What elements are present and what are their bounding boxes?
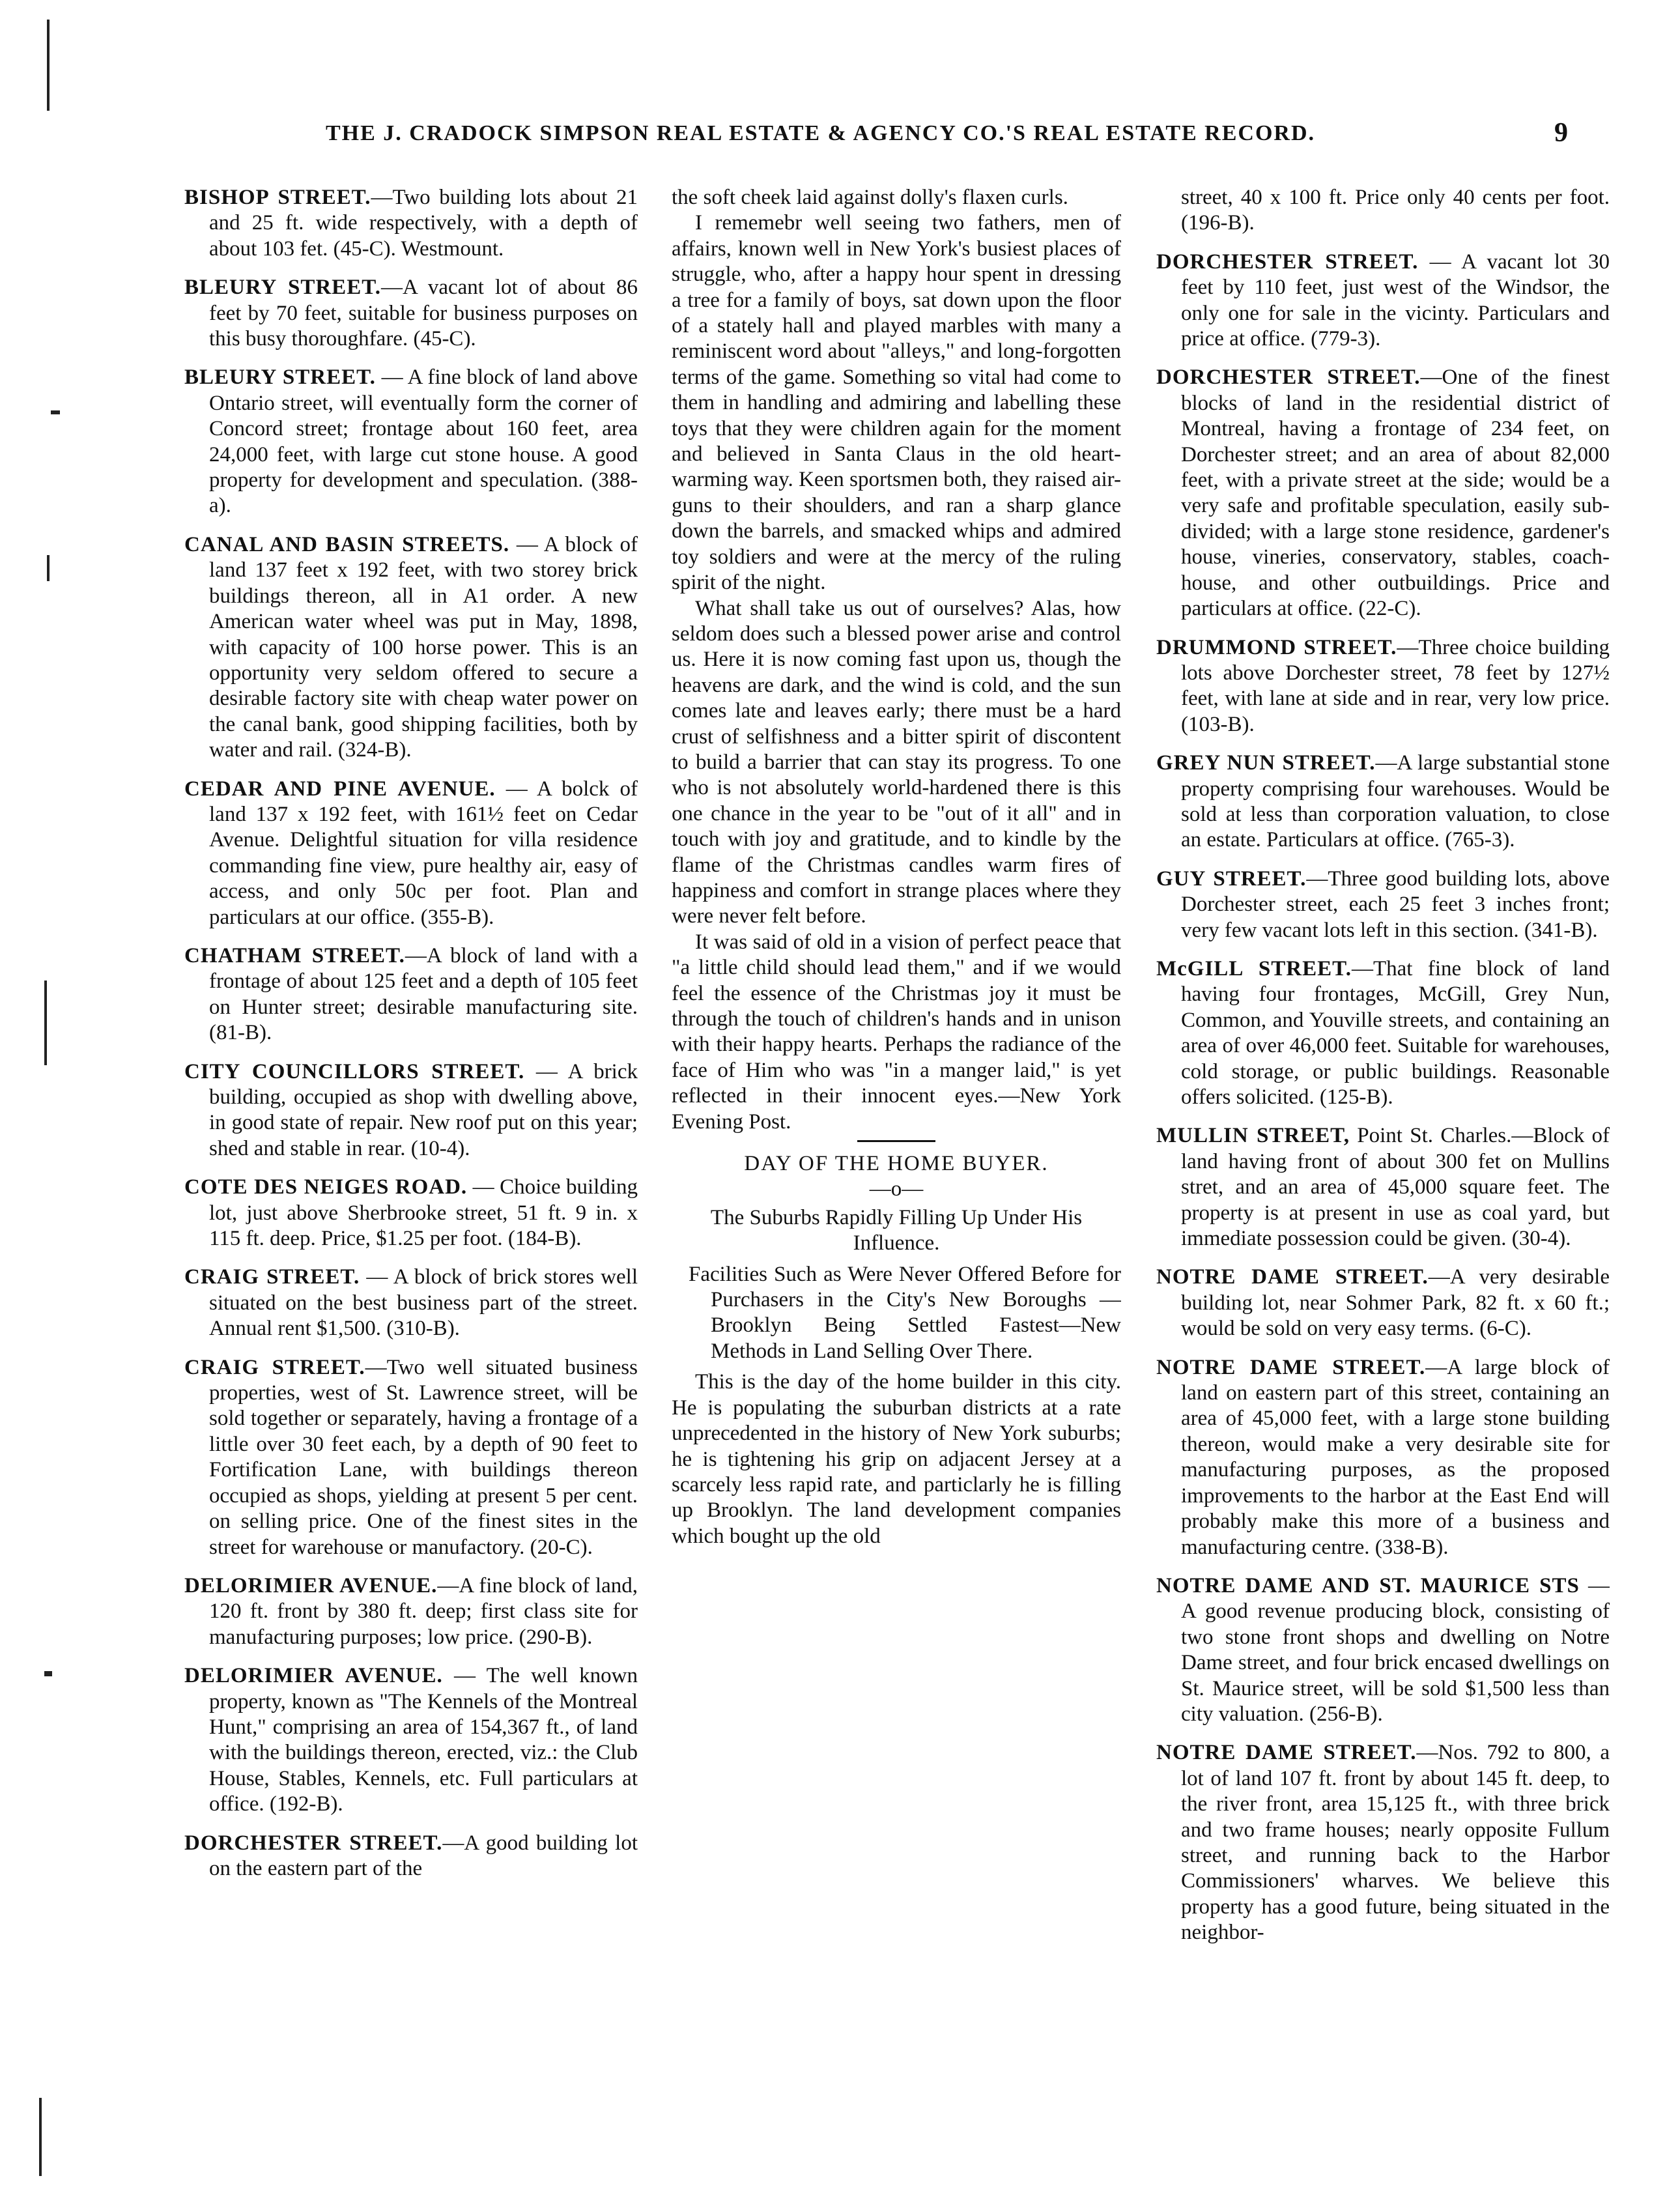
listing-street: BLEURY STREET.	[184, 276, 382, 300]
listing-street: DELORIMIER AVENUE.	[184, 1664, 443, 1688]
listing-entry	[184, 1831, 638, 1882]
listing-street: BISHOP STREET.	[184, 186, 371, 209]
listing-street: BLEURY STREET.	[184, 365, 376, 390]
listing-entry	[1156, 1265, 1610, 1341]
scan-mark	[47, 20, 50, 111]
listing-text: —A vacant lot of about 86 feet by 70 feet, suitable for business purposes on this busy thoroughfare. (45-C).	[209, 276, 638, 351]
small-divider: —o—	[869, 1177, 924, 1201]
article-summary: Facilities Such as Were Never Offered Before for Purchasers in the City's New Boroughs — Brooklyn Being Settled Fastest—New Methods in Land Selling Over There.	[689, 1262, 1121, 1363]
listing-street: NOTRE DAME STREET.	[1156, 1741, 1417, 1765]
listing-street: NOTRE DAME STREET.	[1156, 1355, 1426, 1379]
article-paragraph: It was said of old in a vision of perfect peace that "a little child should lead them," and if we would feel the essence of the Christmas joy it must be through the touch of children's hands and in unison with their happy hearts. Perhaps the radiance of the face of Him who was "in a manger laid," is yet reflected in their innocent eyes.—New York Evening Post.	[672, 930, 1121, 1134]
listing-entry	[1156, 956, 1610, 1110]
scan-mark	[47, 555, 50, 581]
listing-entry	[1156, 365, 1610, 622]
listing-text: —A very desirable building lot, near Sohmer Park, 82 ft. x 60 ft.; would be sold on very easy terms. (6-C).	[1181, 1265, 1610, 1341]
listing-street: CRAIG STREET.	[184, 1355, 365, 1379]
listing-text: — A brick building, occupied as shop with dwelling above, in good state of repair. New roof put on this year; shed and stable in rear. (10-4).	[209, 1059, 638, 1160]
listing-street: COTE DES NEIGES ROAD.	[184, 1175, 468, 1199]
article-paragraph: What shall take us out of ourselves? Alas, how seldom does such a blessed power arise and control us. Here it is now coming fast upon us, though the heavens are dark, and the wind is cold, and the sun comes late and leaves early; there must be a hard crust of selfishness and a bitter spirit of discontent to build a barrier that can stay its progress. To one who is not absolutely world-hardened there is this one chance in the year to be "out of it all" and in touch with joy and gratitude, and to kindle by the flame of the Christmas candles warm fires of happiness and comfort in strange places where they were never felt before.	[672, 596, 1121, 928]
listing-entry	[184, 275, 638, 352]
listing-entry	[1156, 1355, 1610, 1560]
listing-entry	[184, 365, 638, 519]
listing-street: CANAL AND BASIN STREETS.	[184, 532, 510, 556]
listing-street: DELORIMIER AVENUE.	[184, 1573, 438, 1597]
listing-street: CEDAR AND PINE AVENUE.	[184, 777, 496, 801]
listing-street: CRAIG STREET.	[184, 1265, 360, 1289]
listing-text: — A vacant lot 30 feet by 110 feet, just west of the Windsor, the only one for sale in the vicinty. Particulars and price at office. (779-3).	[1181, 250, 1610, 351]
running-header: THE J. CRADOCK SIMPSON REAL ESTATE & AGENCY CO.'S REAL ESTATE RECORD.	[326, 121, 1316, 145]
listing-street: CITY COUNCILLORS STREET.	[184, 1059, 525, 1083]
listing-text: — A fine block of land above Ontario street, will eventually form the corner of Concord street; frontage about 160 feet, area 24,000 feet, with large cut stone house. A good property for development and speculation. (388-a).	[209, 365, 638, 518]
listing-street: DORCHESTER STREET.	[1156, 365, 1421, 390]
listing-street: DORCHESTER STREET.	[1156, 250, 1419, 274]
listing-text: —A large substantial stone property comprising four warehouses. Would be sold at less than corporation valuation, to close an estate. Particulars at office. (765-3).	[1181, 751, 1610, 852]
listing-text: —Two well situated business properties, west of St. Lawrence street, will be sold together or separately, having a frontage of a little over 30 feet each, by a depth of 90 feet to Fortification Lane, with buildings thereon occupied as shops, yielding at present 5 per cent. on selling price. One of the finest sites in the street for warehouse or manufactory. (20-C).	[209, 1355, 638, 1559]
listing-text: —Three choice building lots above Dorchester street, 78 feet by 127½ feet, with lane at side and in rear, very low price. (103-B).	[1181, 635, 1610, 736]
listing-street: GUY STREET.	[1156, 866, 1307, 891]
column-1	[184, 185, 638, 2166]
listing-text: Point St. Charles.—Block of land having front of about 300 fet on Mullins stret, and an area of 45,000 square feet. The property is at present in use as coal yard, but immediate possession could be given. (30-4).	[1181, 1124, 1610, 1251]
listing-text: —That fine block of land having four frontages, McGill, Grey Nun, Common, and Youville streets, and containing an area of over 46,000 feet. Suitable for warehouses, cold storage, or public buildings. Reasonable offers solicited. (125-B).	[1181, 956, 1610, 1109]
listing-entry	[184, 1573, 638, 1650]
listing-entry	[184, 532, 638, 764]
listing-text: — A bolck of land 137 x 192 feet, with 161½ feet on Cedar Avenue. Delightful situation for villa residence commanding fine view, pure healthy air, easy of access, and only 50c per foot. Plan and particulars at our office. (355-B).	[209, 777, 638, 929]
section-divider	[857, 1140, 935, 1142]
listing-entry	[184, 943, 638, 1046]
listing-street: GREY NUN STREET.	[1156, 751, 1376, 775]
scan-mark	[39, 2098, 42, 2176]
column-3	[1156, 185, 1610, 2166]
listing-entry	[184, 1059, 638, 1162]
listing-entry	[184, 777, 638, 930]
listing-text: — The well known property, known as "The Kennels of the Montreal Hunt," comprising an area of 154,367 ft., of land with the buildings thereon, erected, viz.: the Club House, Stables, Kennels, etc. Full particulars at office. (192-B).	[209, 1664, 638, 1816]
listing-text: — A block of brick stores well situated on the best business part of the street. Annual rent $1,500. (310-B).	[209, 1265, 638, 1341]
listing-text: — A block of land 137 feet x 192 feet, with two storey brick buildings thereon, all in A1 order. A new American water wheel was put in May, 1898, with capacity of 100 horse power. This is an opportunity very seldom offered to secure a desirable factory site with cheap water power on the canal bank, good shipping facilities, both by water and rail. (324-B).	[209, 532, 638, 762]
listing-text: — Choice building lot, just above Sherbrooke street, 51 ft. 9 in. x 115 ft. deep. Price, $1.25 per foot. (184-B).	[209, 1175, 638, 1251]
listing-entry	[1156, 1573, 1610, 1727]
listing-street: CHATHAM STREET.	[184, 943, 405, 967]
listing-text: —Two building lots about 21 and 25 ft. wide respectively, with a depth of about 103 fet. (45-C). Westmount.	[209, 186, 638, 261]
listing-entry	[1156, 751, 1610, 853]
listing-entry	[1156, 1740, 1610, 1945]
listing-street: NOTRE DAME STREET.	[1156, 1265, 1429, 1289]
listing-text: street, 40 x 100 ft. Price only 40 cents per foot. (196-B).	[1181, 186, 1610, 235]
listing-entry	[1156, 635, 1610, 738]
listing-street: DRUMMOND STREET.	[1156, 635, 1397, 659]
listing-text: —A large block of land on eastern part of this street, containing an area of 45,000 feet, with a large stone building thereon, would make a very desirable site for manufacturing purposes, as the proposed improvements to the harbor at the East End will probably make this more of a business and manufacturing centre. (338-B).	[1181, 1355, 1610, 1559]
listing-text: —One of the finest blocks of land in the residential district of Montreal, having a frontage of 234 feet, on Dorchester street; and an area of about 82,000 feet, with a private street at the side; would be a very safe and profitable speculation, easily sub-divided; with a large stone residence, gardener's house, vineries, conservatory, stables, coach-house, and other outbuildings. Price and particulars at office. (22-C).	[1181, 365, 1610, 621]
listing-street: DORCHESTER STREET.	[184, 1831, 443, 1855]
article-paragraph: I rememebr well seeing two fathers, men of affairs, known well in New York's busiest places of struggle, who, after a happy hour spent in dressing a tree for a family of boys, sat down upon the floor of a stately hall and played marbles with many a reminiscent word about "alleys," and long-forgotten terms of the game. Something so vital had come to them in handling and admiring and labelling these toys that they were children again for the moment and believed in Santa Claus in the old heart-warming way. Keen sportsmen both, they raised air-guns to their shoulders, and ran a sharp glance down the barrels, and smacked whips and admired toy soldiers and were at the mercy of the ruling spirit of the night.	[672, 211, 1121, 595]
listing-entry	[184, 185, 638, 262]
scan-mark	[44, 981, 47, 1065]
listing-text: —A block of land with a frontage of about 125 feet and a depth of 105 feet on Hunter street; desirable manufacturing site. (81-B).	[209, 943, 638, 1045]
listing-entry	[1156, 866, 1610, 943]
listing-text: —Three good building lots, above Dorchester street, each 25 feet 3 inches front; very few vacant lots left in this section. (341-B).	[1181, 866, 1610, 942]
article-title: DAY OF THE HOME BUYER.	[744, 1152, 1049, 1176]
listing-entry	[184, 1175, 638, 1252]
article-paragraph: the soft cheek laid against dolly's flaxen curls.	[672, 186, 1068, 209]
scan-mark	[44, 1671, 52, 1676]
listing-text: — A good revenue producing block, consisting of two stone front shops and dwelling on Notre Dame street, and four brick encased dwellings on St. Maurice street, will be sold $1,500 less than city valuation. (256-B).	[1181, 1573, 1610, 1726]
listing-entry-continued	[1156, 185, 1610, 236]
scan-mark	[51, 410, 60, 414]
listing-entry	[184, 1355, 638, 1560]
listing-entry	[1156, 1123, 1610, 1252]
listing-street: McGILL STREET.	[1156, 956, 1352, 981]
listing-text: —Nos. 792 to 800, a lot of land 107 ft. front by about 145 ft. deep, to the river front, area 15,125 ft., with three brick and two frame houses; nearly opposite Fullum street, and running back to the Harbor Commissioners' wharves. We believe this property has a good future, being situated in the neighbor-	[1181, 1741, 1610, 1945]
listing-street: NOTRE DAME AND ST. MAURICE STS	[1156, 1573, 1580, 1597]
listing-text: —A fine block of land, 120 ft. front by 380 ft. deep; first class site for manufacturing purposes; low price. (290-B).	[209, 1573, 638, 1649]
article-body: This is the day of the home builder in this city. He is populating the suburban districts at a rate unprecedented in the history of New York suburbs; he is tightening his grip on adjacent Jersey at a scarcely less rapid rate, and particlarly he is filling up Brooklyn. The land development companies which bought up the old	[672, 1370, 1121, 1548]
page-number: 9	[1554, 118, 1568, 148]
listing-entry	[1156, 250, 1610, 352]
listing-entry	[184, 1663, 638, 1817]
listing-entry	[184, 1265, 638, 1341]
article-subheading: The Suburbs Rapidly Filling Up Under His Influence.	[710, 1205, 1083, 1255]
listing-text: —A good building lot on the eastern part of the	[209, 1831, 638, 1880]
listing-street: MULLIN STREET,	[1156, 1124, 1350, 1148]
column-2	[672, 185, 1121, 2166]
